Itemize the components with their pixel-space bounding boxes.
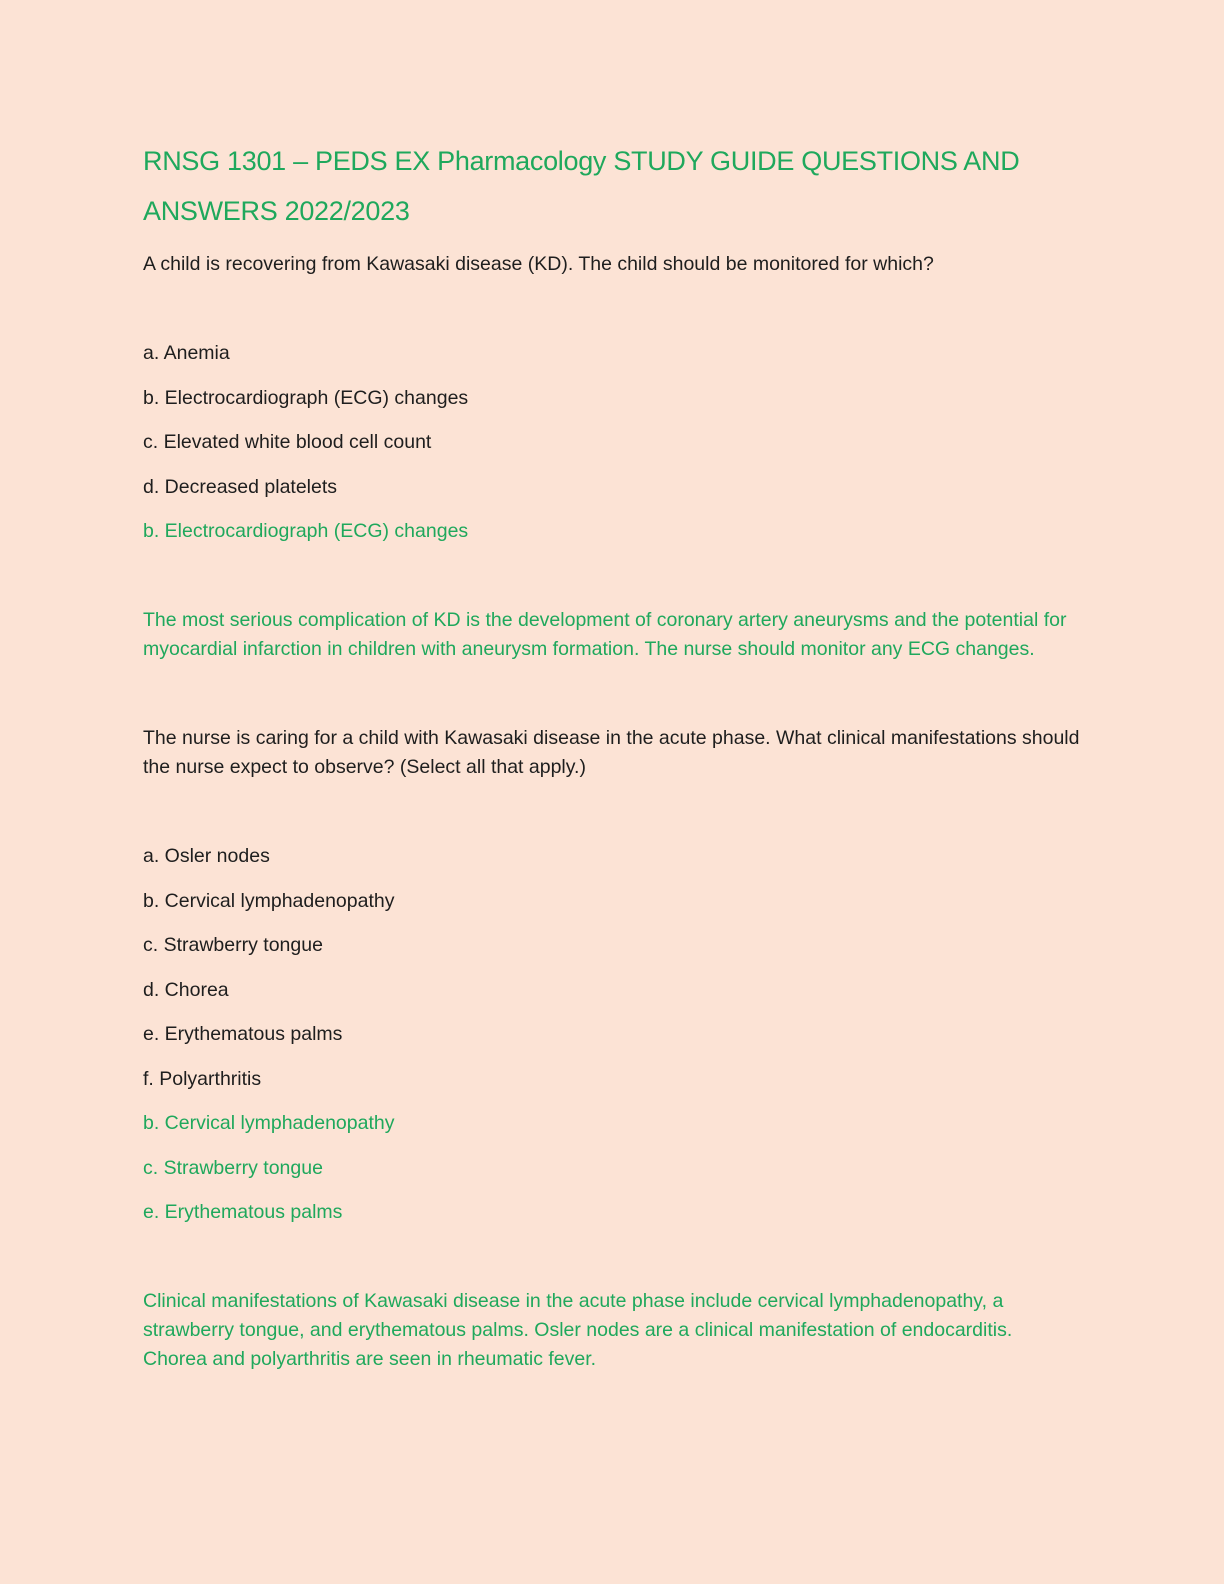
q1-rationale: The most serious complication of KD is the development of coronary artery aneurysms and the potential for myocardial infarction in children with aneurysm formation. The nurse should monitor any ECG changes.: [143, 609, 1067, 660]
q2-option-c: c. Strawberry tongue: [143, 934, 323, 956]
q1-option-d: d. Decreased platelets: [143, 475, 338, 498]
q2-option-d: d. Chorea: [143, 978, 229, 1001]
document-title: RNSG 1301 – PEDS EX Pharmacology STUDY GUIDE QUESTIONS AND ANSWERS 2022/2023: [143, 146, 1020, 226]
q2-option-b: b. Cervical lymphadenopathy: [143, 889, 395, 912]
q1-option-c: c. Elevated white blood cell count: [143, 431, 432, 453]
q2-rationale: Clinical manifestations of Kawasaki disease in the acute phase include cervical lymphadenopathy, a strawberry tongue, and erythematous palms. Osler nodes are a clinical manifestation of endocarditis. Chorea and polyarthritis are seen in rheumatic fever.: [143, 1290, 1013, 1370]
question-2-text: The nurse is caring for a child with Kawasaki disease in the acute phase. What clinical manifestations should the nurse expect to observe? (Select all that apply.): [143, 727, 1080, 778]
q2-option-f: f. Polyarthritis: [143, 1067, 262, 1090]
q2-correct-answer-e: e. Erythematous palms: [143, 1201, 343, 1223]
q1-correct-answer: b. Electrocardiograph (ECG) changes: [143, 520, 469, 542]
q1-option-b: b. Electrocardiograph (ECG) changes: [143, 386, 469, 409]
q2-option-a: a. Osler nodes: [143, 845, 270, 867]
q2-correct-answer-b: b. Cervical lymphadenopathy: [143, 1112, 395, 1134]
q1-option-a: a. Anemia: [143, 342, 230, 364]
q2-option-e: e. Erythematous palms: [143, 1023, 343, 1045]
question-1-text: A child is recovering from Kawasaki disease (KD). The child should be monitored for which?: [143, 253, 934, 275]
q2-correct-answer-c: c. Strawberry tongue: [143, 1156, 323, 1179]
